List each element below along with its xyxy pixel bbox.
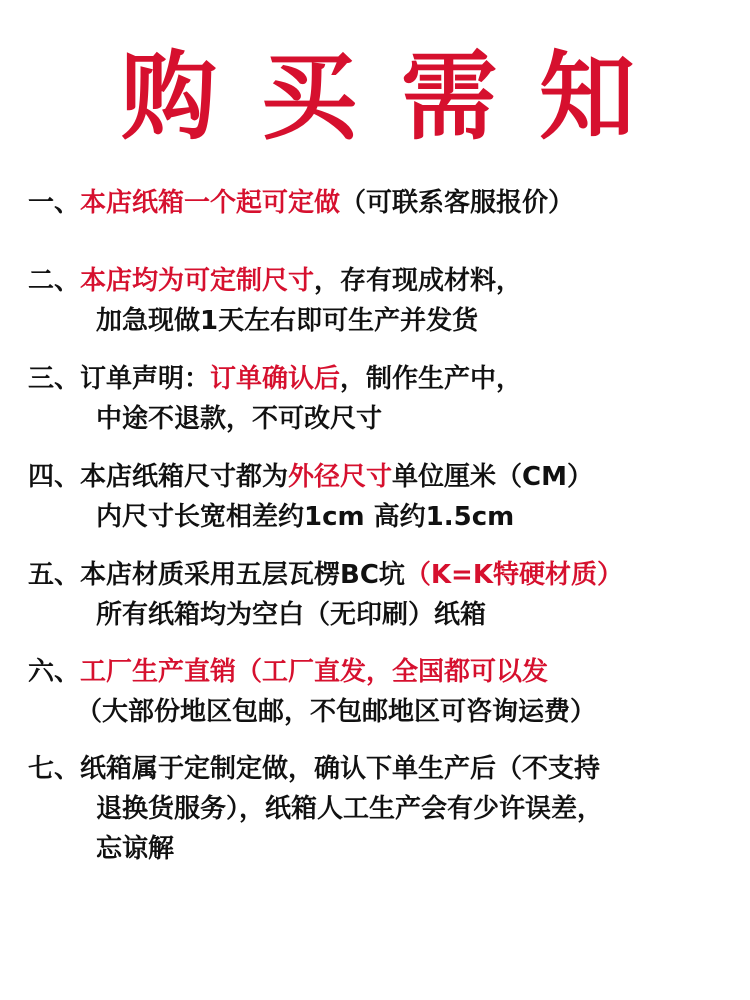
body-text: （大部份地区包邮，不包邮地区可咨询运费） — [76, 697, 597, 727]
notice-line — [28, 460, 750, 494]
highlight-text: （K=K特硬材质） — [404, 560, 623, 590]
title-char: 需 — [401, 41, 497, 153]
notice-line — [96, 304, 750, 338]
body-text: ，存有现成材料， — [314, 266, 523, 296]
notice-line — [28, 655, 750, 689]
item-number: 一、 — [28, 188, 81, 218]
notice-line — [96, 832, 750, 866]
highlight-text: 本店均为可定制尺寸 — [80, 266, 315, 296]
item-number: 六、 — [28, 657, 81, 687]
body-text: 三、订单声明： — [28, 364, 211, 394]
body-text: 单位厘米（CM） — [392, 462, 593, 492]
notice-line — [28, 264, 750, 298]
body-text: 所有纸箱均为空白（无印刷）纸箱 — [96, 600, 487, 630]
body-text: 四、本店纸箱尺寸都为 — [28, 462, 289, 492]
notice-line — [28, 186, 750, 220]
title-char: 买 — [261, 41, 357, 153]
item-number: 二、 — [28, 266, 81, 296]
body-text: ，制作生产中， — [340, 364, 523, 394]
body-text: 中途不退款，不可改尺寸 — [96, 404, 383, 434]
notice-line — [96, 792, 750, 826]
body-text: 七、纸箱属于定制定做，确认下单生产后（不支持 — [28, 754, 601, 784]
body-text: 忘谅解 — [96, 834, 175, 864]
body-text: （可联系客服报价） — [340, 188, 575, 218]
highlight-text: 工厂生产直销（工厂直发，全国都可以发 — [80, 657, 549, 687]
body-text: 内尺寸长宽相差约1cm 高约1.5cm — [96, 502, 515, 532]
title-char: 购 — [121, 41, 217, 153]
body-text: 加急现做1天左右即可生产并发货 — [96, 306, 479, 336]
body-text: 退换货服务），纸箱人工生产会有少许误差， — [96, 794, 604, 824]
notice-line — [96, 500, 750, 534]
notice-line — [28, 362, 750, 396]
highlight-text: 本店纸箱一个起可定做 — [80, 188, 341, 218]
notice-line — [28, 752, 750, 786]
notice-line — [96, 402, 750, 436]
highlight-text: 外径尺寸 — [288, 462, 393, 492]
page-title — [0, 42, 750, 152]
notice-line — [76, 695, 750, 729]
highlight-text: 订单确认后 — [210, 364, 341, 394]
notice-line — [96, 598, 750, 632]
body-text: 五、本店材质采用五层瓦楞BC坑 — [28, 560, 405, 590]
notice-line — [28, 558, 750, 592]
title-char: 知 — [539, 41, 635, 153]
